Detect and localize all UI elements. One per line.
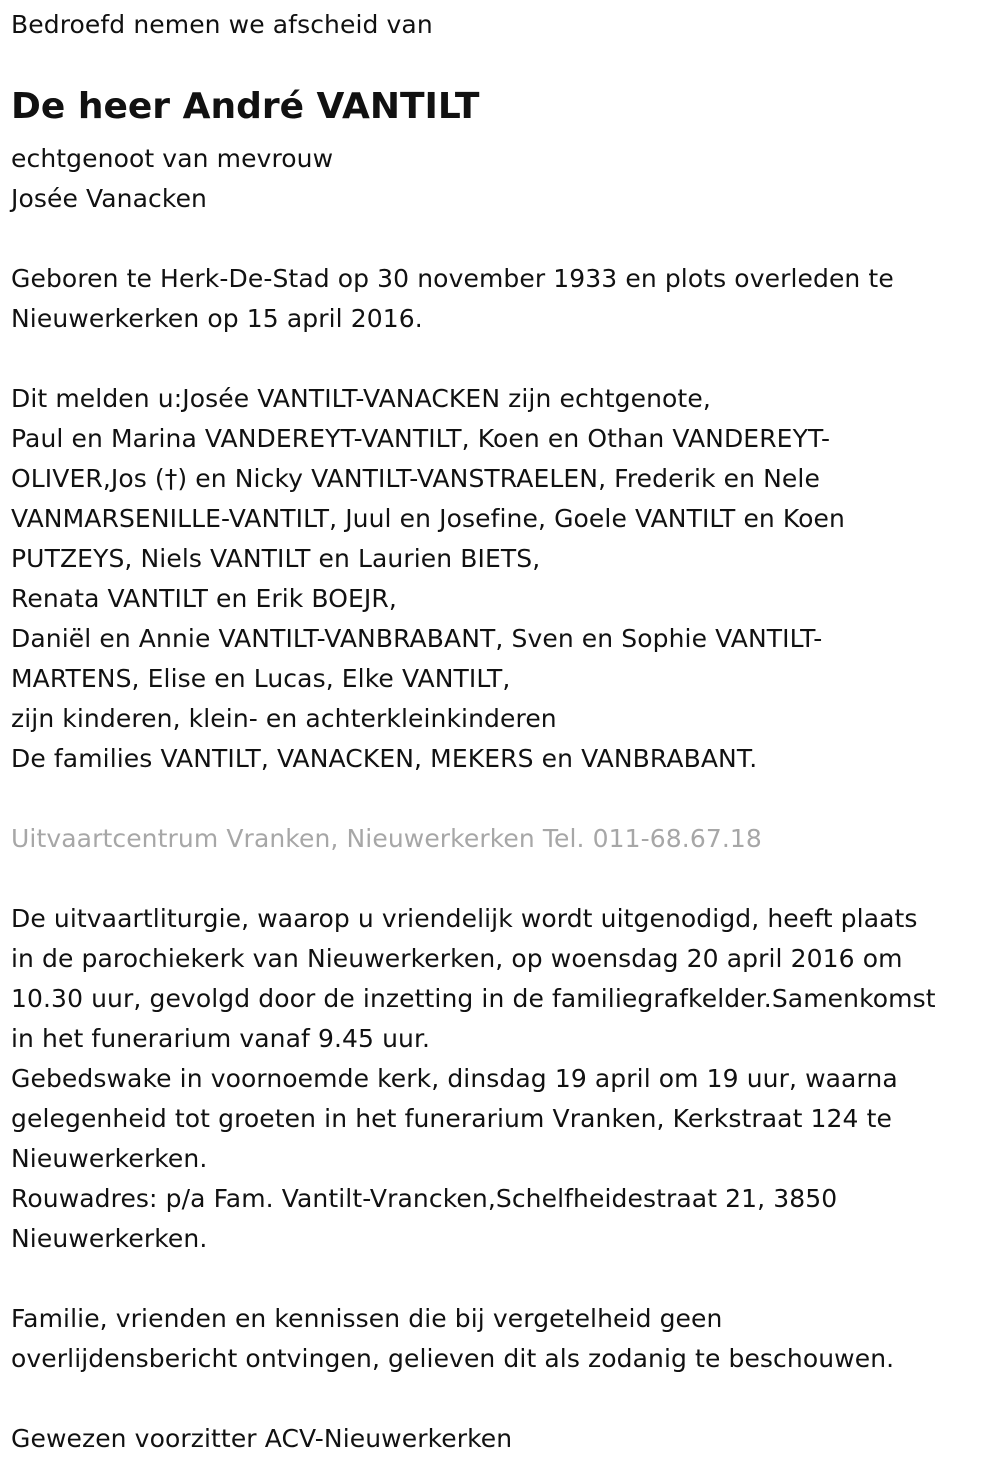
family-line: VANMARSENILLE-VANTILT, Juul en Josefine, Goele VANTILT en Koen (11, 504, 845, 533)
footer-role: Gewezen voorzitter ACV-Nieuwerkerken (11, 1424, 513, 1453)
family-line: Daniël en Annie VANTILT-VANBRABANT, Sven en Sophie VANTILT- (11, 624, 823, 653)
notice-block (11, 1299, 991, 1379)
birth-death-block (11, 259, 991, 339)
spacer (11, 339, 991, 379)
spacer (11, 1259, 991, 1299)
spacer (11, 219, 991, 259)
service-line: 10.30 uur, gevolgd door de inzetting in de familiegrafkelder.Samenkomst (11, 984, 936, 1013)
service-line: De uitvaartliturgie, waarop u vriendelijk wordt uitgenodigd, heeft plaats (11, 904, 918, 933)
obituary-document (11, 0, 991, 1459)
spacer (11, 859, 991, 899)
service-line: in het funerarium vanaf 9.45 uur. (11, 1024, 431, 1053)
family-line: Dit melden u:Josée VANTILT-VANACKEN zijn echtgenote, (11, 384, 711, 413)
family-line: Renata VANTILT en Erik BOEJR, (11, 584, 397, 613)
family-line: De families VANTILT, VANACKEN, MEKERS en VANBRABANT. (11, 744, 758, 773)
service-block (11, 899, 991, 1259)
intro-text: Bedroefd nemen we afscheid van (11, 10, 433, 39)
family-line: Paul en Marina VANDEREYT-VANTILT, Koen en Othan VANDEREYT- (11, 424, 831, 453)
birth-death-line: Geboren te Herk-De-Stad op 30 november 1933 en plots overleden te (11, 264, 894, 293)
service-line: Nieuwerkerken. (11, 1144, 208, 1173)
service-line: gelegenheid tot groeten in het funerarium Vranken, Kerkstraat 124 te (11, 1104, 892, 1133)
spacer (11, 779, 991, 819)
deceased-name: De heer André VANTILT (11, 86, 480, 127)
funeral-home-contact: Uitvaartcentrum Vranken, Nieuwerkerken Tel. 011-68.67.18 (11, 824, 762, 853)
family-line: MARTENS, Elise en Lucas, Elke VANTILT, (11, 664, 511, 693)
family-line: OLIVER,Jos (†) en Nicky VANTILT-VANSTRAELEN, Frederik en Nele (11, 464, 820, 493)
service-line: in de parochiekerk van Nieuwerkerken, op woensdag 20 april 2016 om (11, 944, 903, 973)
spouse-line: Josée Vanacken (11, 184, 208, 213)
notice-line: overlijdensbericht ontvingen, gelieven dit als zodanig te beschouwen. (11, 1344, 895, 1373)
spouse-line: echtgenoot van mevrouw (11, 144, 334, 173)
service-line: Nieuwerkerken. (11, 1224, 208, 1253)
family-block (11, 379, 991, 779)
birth-death-line: Nieuwerkerken op 15 april 2016. (11, 304, 423, 333)
spacer (11, 1379, 991, 1419)
spouse-block (11, 139, 991, 219)
family-line: zijn kinderen, klein- en achterkleinkinderen (11, 704, 557, 733)
service-line: Rouwadres: p/a Fam. Vantilt-Vrancken,Schelfheidestraat 21, 3850 (11, 1184, 838, 1213)
service-line: Gebedswake in voornoemde kerk, dinsdag 19 april om 19 uur, waarna (11, 1064, 898, 1093)
family-line: PUTZEYS, Niels VANTILT en Laurien BIETS, (11, 544, 541, 573)
notice-line: Familie, vrienden en kennissen die bij vergetelheid geen (11, 1304, 723, 1333)
